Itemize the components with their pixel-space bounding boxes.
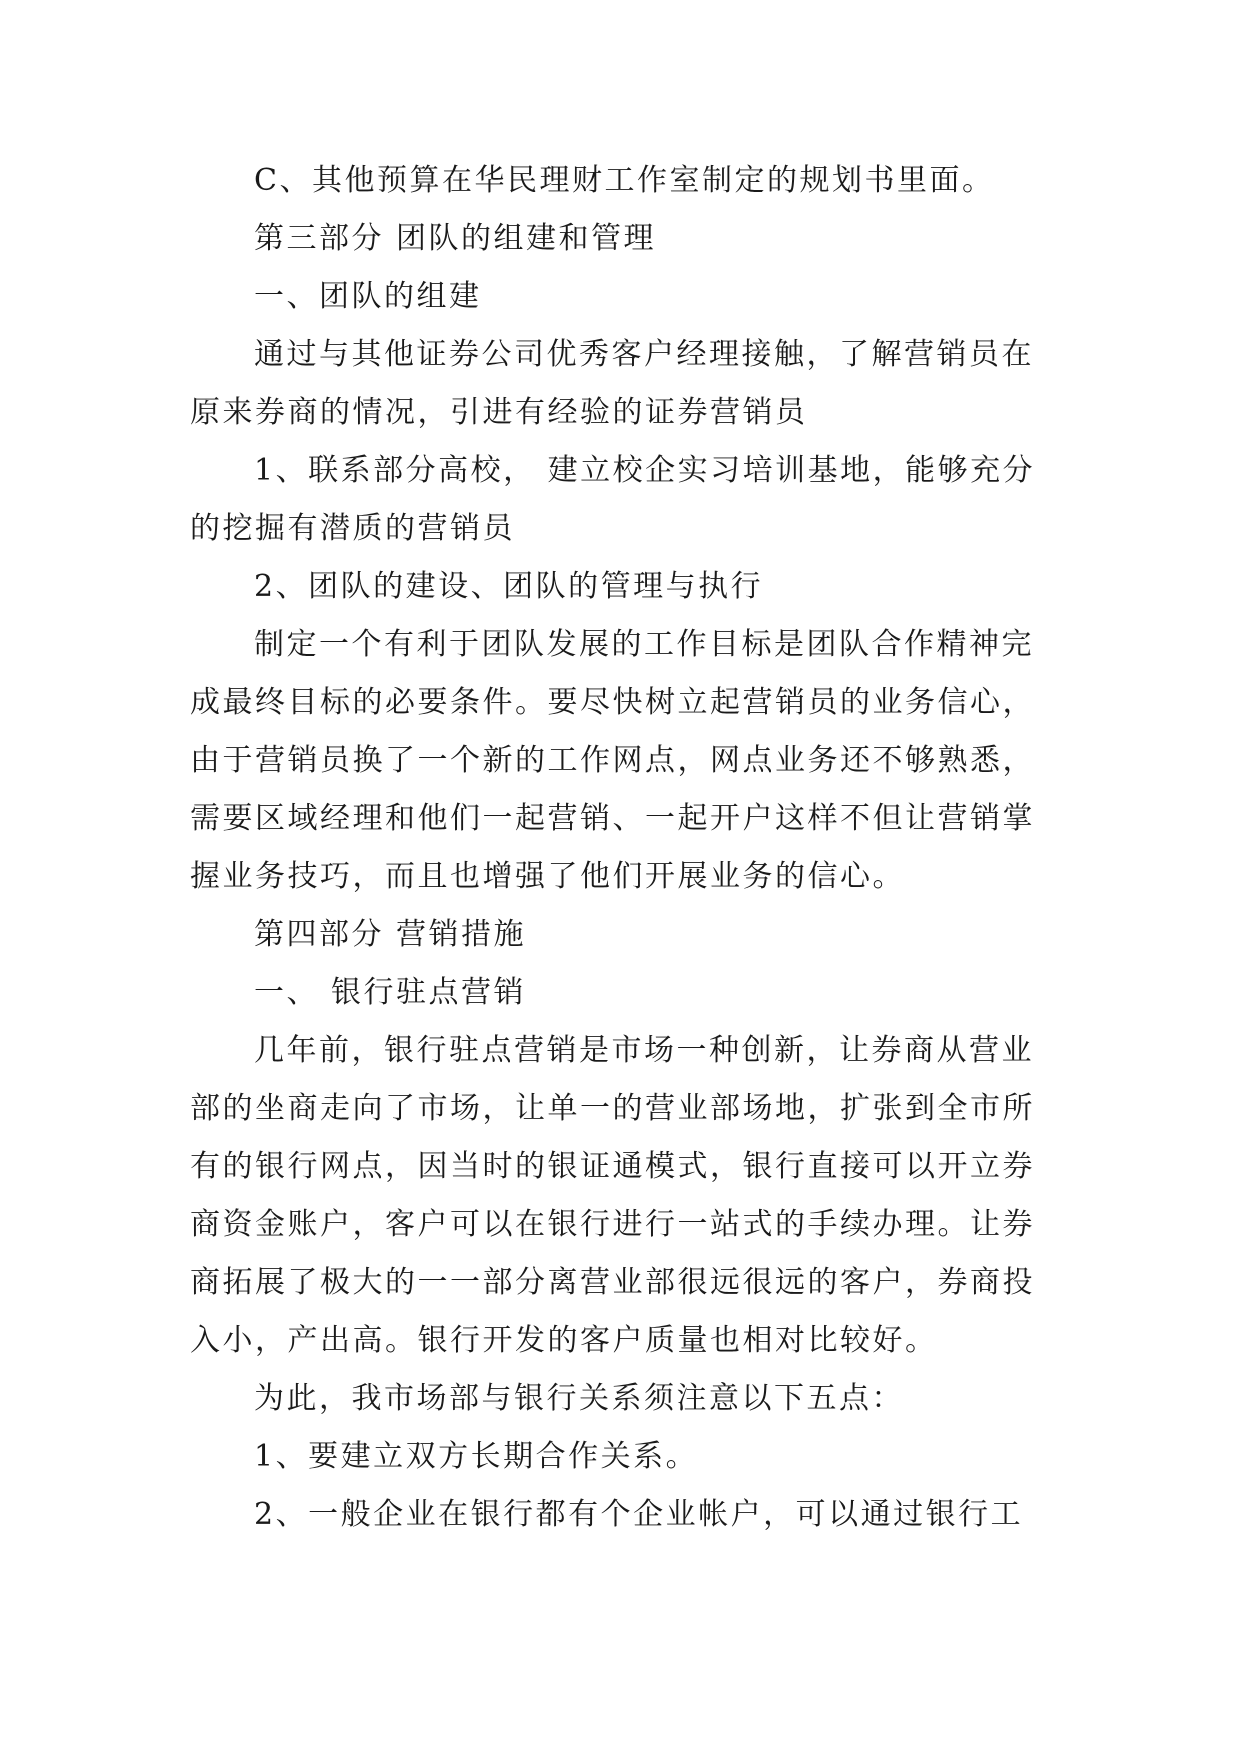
paragraph-recruitment: 通过与其他证券公司优秀客户经理接触，了解营销员在原来券商的情况，引进有经验的证券营销员: [190, 337, 1034, 430]
section-heading-part-four: 第四部分 营销措施: [254, 917, 527, 952]
section-heading-part-three: 第三部分 团队的组建和管理: [254, 221, 657, 256]
list-item-team-management: 2、团队的建设、团队的管理与执行: [254, 569, 764, 604]
subheading-team-building: 一、团队的组建: [254, 279, 482, 314]
list-item-universities: 1、联系部分高校， 建立校企实习培训基地，能够充分的挖掘有潜质的营销员: [190, 453, 1036, 546]
paragraph-team-goals: 制定一个有利于团队发展的工作目标是团队合作精神完成最终目标的必要条件。要尽快树立起营销员的业务信心，由于营销员换了一个新的工作网点，网点业务还不够熟悉，需要区域经理和他们一起营销、一起开户这样不但让营销掌握业务技巧，而且也增强了他们开展业务的信心。: [190, 627, 1035, 894]
list-item-enterprise-accounts: 2、一般企业在银行都有个企业帐户，可以通过银行工: [254, 1497, 1024, 1532]
paragraph-budget-note: C、其他预算在华民理财工作室制定的规划书里面。: [254, 163, 995, 198]
paragraph-five-points-intro: 为此，我市场部与银行关系须注意以下五点：: [254, 1381, 904, 1416]
paragraph-bank-history: 几年前，银行驻点营销是市场一种创新，让券商从营业部的坐商走向了市场，让单一的营业部场地，扩张到全市所有的银行网点，因当时的银证通模式，银行直接可以开立券商资金账户，客户可以在银行进行一站式的手续办理。让券商拓展了极大的一一部分离营业部很远很远的客户，券商投入小，产出高。银行开发的客户质量也相对比较好。: [190, 1033, 1035, 1358]
subheading-bank-marketing: 一、 银行驻点营销: [254, 975, 527, 1010]
document-body: [190, 152, 1052, 1544]
list-item-long-term: 1、要建立双方长期合作关系。: [254, 1439, 699, 1474]
